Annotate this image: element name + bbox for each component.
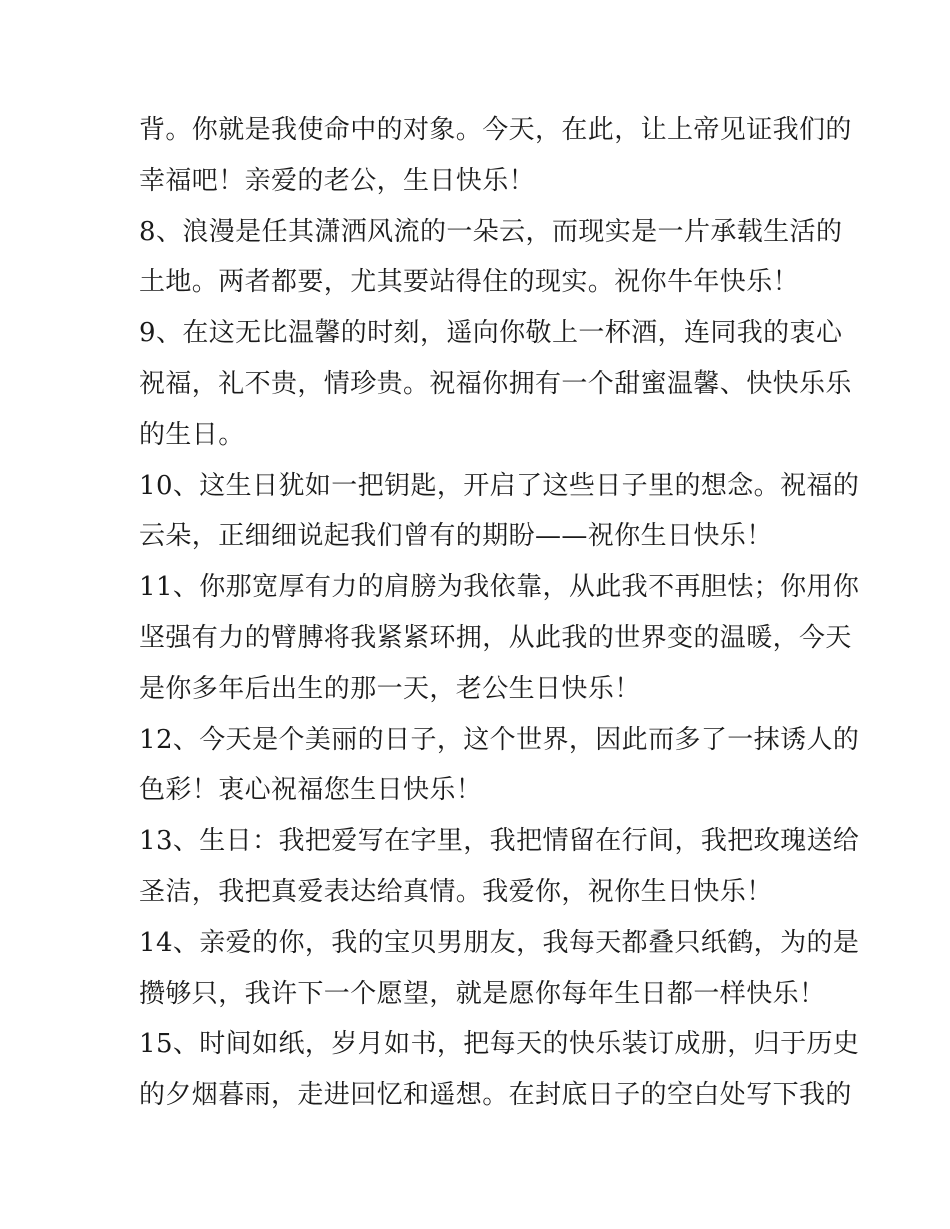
text-line-3: 8、浪漫是任其潇洒风流的一朵云，而现实是一片承载生活的: [139, 216, 843, 247]
text-line-5: 9、在这无比温馨的时刻，遥向你敬上一杯酒，连同我的衷心: [139, 318, 843, 349]
text-line-18: 攒够只，我许下一个愿望，就是愿你每年生日都一样快乐！: [139, 978, 826, 1009]
text-line-19: 15、时间如纸，岁月如书，把每天的快乐装订成册，归于历史: [139, 1029, 860, 1060]
text-line-9: 云朵，正细细说起我们曾有的期盼——祝你生日快乐！: [139, 521, 773, 552]
text-line-2: 幸福吧！亲爱的老公，生日快乐！: [139, 165, 536, 196]
text-line-1: 背。你就是我使命中的对象。今天，在此，让上帝见证我们的: [139, 115, 852, 145]
text-line-10: 11、你那宽厚有力的肩膀为我依靠，从此我不再胆怯；你用你: [139, 572, 860, 603]
text-line-7: 的生日。: [139, 419, 245, 450]
text-line-17: 14、亲爱的你，我的宝贝男朋友，我每天都叠只纸鹤，为的是: [139, 927, 860, 958]
text-line-8: 10、这生日犹如一把钥匙，开启了这些日子里的想念。祝福的: [139, 470, 860, 501]
text-line-20: 的夕烟暮雨，走进回忆和遥想。在封底日子的空白处写下我的: [139, 1080, 852, 1111]
text-line-11: 坚强有力的臂膊将我紧紧环拥，从此我的世界变的温暖，今天: [139, 622, 852, 653]
text-line-16: 圣洁，我把真爱表达给真情。我爱你，祝你生日快乐！: [139, 876, 773, 907]
document-body: [139, 105, 860, 1121]
text-line-6: 祝福，礼不贵，情珍贵。祝福你拥有一个甜蜜温馨、快快乐乐: [139, 368, 852, 399]
text-line-14: 色彩！衷心祝福您生日快乐！: [139, 775, 483, 806]
text-line-4: 土地。两者都要，尤其要站得住的现实。祝你牛年快乐！: [139, 267, 800, 298]
text-line-12: 是你多年后出生的那一天，老公生日快乐！: [139, 673, 641, 704]
text-line-13: 12、今天是个美丽的日子，这个世界，因此而多了一抹诱人的: [139, 724, 860, 755]
text-line-15: 13、生日：我把爱写在字里，我把情留在行间，我把玫瑰送给: [139, 826, 860, 857]
